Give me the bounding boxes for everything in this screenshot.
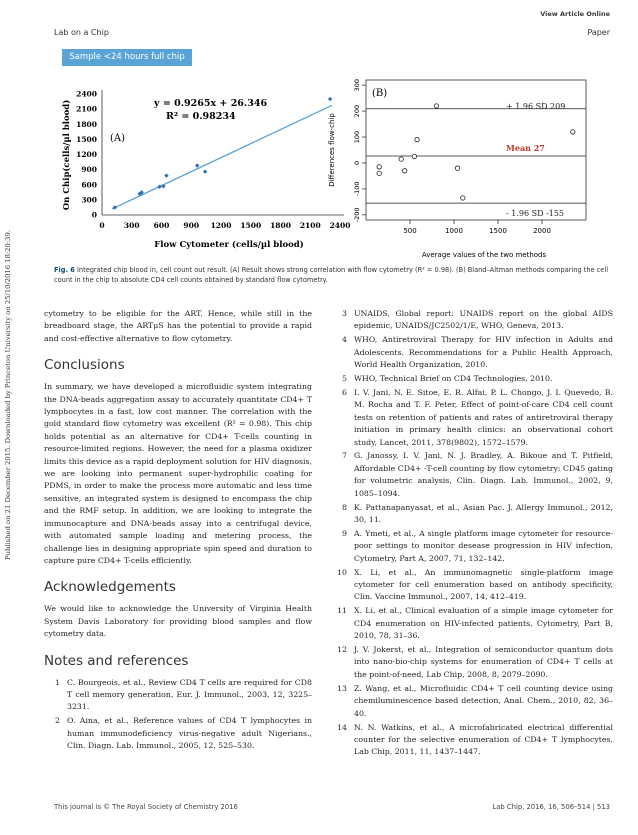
y-tick-label: 2400 (76, 89, 97, 99)
data-point (195, 163, 199, 167)
x-tick-label: 1500 (240, 221, 262, 230)
panel-label: (B) (372, 88, 388, 99)
y-tick-label: 600 (81, 180, 97, 190)
y-tick-label: 1500 (76, 134, 97, 144)
conclusions-paragraph: In summary, we have developed a microfluidic system integrating the DNA-beads aggregation assay to accurately quantitate CD4+ T lymphocytes in a fast, low cost manner. The correlation with the gold standard flow cytometry was excellent (R² = 0.98). This chip holds potential as an alternative for CD4+ T-cells counting in resource-limited regions. However, the need for a plasma oxidizer limits this device as a rapid deployment solution for HIV diagnosis, we are looking into permanent super-hydrophilic coating for PDMS, in order to make the process more automatic and less time sensitive, an integrated system is designed to encompass the chip and the RMF setup. In addition, we are looking to integrate the immunocapture and DNA-beads assay into a centrifugal device, with automated sample loading and metering process, the challenge lies in designing appropriate spin speed and duration to capture pure CD4+ T-cells efficiently. (44, 382, 312, 565)
r-squared-label: R² = 0.98234 (166, 111, 236, 122)
y-tick-label: 300 (81, 195, 97, 205)
acknowledgements-heading: Acknowledgements (44, 579, 176, 596)
reference-number: 9 (342, 528, 347, 538)
trend-equation: y = 0.9265x + 26.346 (154, 98, 268, 109)
y-tick-label: -200 (353, 207, 361, 223)
x-axis-label: Flow Cytometer (cells/µl blood) (154, 240, 304, 250)
x-axis-label: Average values of the two methods (421, 251, 547, 259)
reference-item (44, 677, 312, 714)
data-point (377, 165, 381, 169)
data-point (434, 104, 438, 108)
figure-caption-label: Fig. 6 (54, 266, 75, 274)
references-list-right (331, 308, 613, 759)
data-point (461, 196, 465, 200)
x-tick-label: 1500 (489, 227, 507, 235)
reference-item (331, 683, 613, 720)
data-point (164, 173, 168, 177)
y-tick-label: 1800 (76, 119, 97, 129)
reference-number: 3 (342, 309, 347, 318)
y-tick-label: 100 (353, 130, 361, 144)
reference-item (331, 528, 613, 565)
reference-number: 6 (342, 387, 347, 397)
view-article-online-link[interactable]: View Article Online (540, 10, 610, 18)
y-tick-label: 1200 (76, 150, 97, 159)
figure-6 (54, 72, 614, 262)
reference-text: UNAIDS, Global report: UNAIDS report on the global AIDS epidemic, UNAIDS/JC2502/1/E, WHO, Geneva, 2013. (354, 309, 613, 331)
data-point (455, 166, 459, 170)
y-tick-label: 200 (353, 104, 361, 118)
reference-text: I. V. Jani, N. E. Sitoe, E. R. Alfai, P. L. Chongo, J. I. Quevedo, B. M. Rocha and T. F. Peter, Effect of point-of-care CD4 cell count tests on retention of patients and rates of antiretroviral therapy initiation in primary health clinics: an observational cohort study, Lancet, 2011, 378(9802), 1572–1579. (354, 387, 613, 447)
left-column (44, 308, 312, 754)
reference-number: 1 (55, 677, 60, 687)
reference-number: 12 (337, 645, 347, 655)
chart-panel-b (328, 79, 586, 259)
x-tick-label: 2400 (329, 221, 351, 230)
references-heading: Notes and references (44, 652, 189, 669)
acknowledgements-paragraph: We would like to acknowledge the University of Virginia Health System Davis Laboratory for providing blood samples and flow cytometry data. (44, 604, 312, 639)
reference-text: G. Janossy, I. V. Jani, N. J. Bradley, A. Bikoue and T. Pitfield, Affordable CD4+ -T-cell counting by flow cytometry: CD45 gating for volumetric analysis, Clin. Diagn. Lab. Immunol., 2002, 9, 1085–1094. (354, 451, 613, 498)
reference-item (331, 334, 613, 371)
x-tick-label: 1800 (270, 221, 291, 230)
panel-label: (A) (110, 133, 126, 144)
reference-line-label: + 1.96 SD 209 (506, 101, 566, 111)
reference-text: Z. Wang, et al., Microfluidic CD4+ T cell counting device using chemiluminescence based detection, Anal. Chem., 2010, 82, 36–40. (354, 683, 613, 718)
reference-item (331, 387, 613, 449)
x-tick-label: 500 (403, 227, 417, 235)
reference-text: WHO, Technical Brief on CD4 Technologies, 2010. (354, 374, 553, 384)
reference-item (331, 308, 613, 333)
reference-text: A. Ymeti, et al., A single platform image cytometer for resource-poor settings to monitor desease progression in HIV infection, Cytometry, Part A, 2007, 71, 132–142. (354, 528, 613, 563)
y-tick-label: 300 (353, 78, 361, 92)
figure-caption-text: Integrated chip blood in, cell count out result. (A) Result shows strong correlation with flow cytometry (R² = 0.98). (B) Bland–Altman methods comparing the cell count in the chip to absolute CD4 cell counts obtained by standard flow cytometry. (54, 266, 609, 284)
reference-text: WHO, Antiretroviral Therapy for HIV infection in Adults and Adolescents. Recommendations for a Public Health Approach, World Health Organization, 2010. (354, 335, 613, 370)
section-label: Paper (587, 28, 610, 37)
reference-text: J. V. Jokerst, et al., Integration of semiconductor quantum dots into nano-bio-chip systems for enumeration of CD4+ T cells at the point-of-need, Lab Chip, 2008, 8, 2079–2090. (354, 645, 613, 679)
y-tick-label: 0 (353, 160, 361, 166)
y-axis-label: Differences flow-chip (328, 113, 336, 187)
reference-item (331, 722, 613, 759)
conclusions-heading: Conclusions (44, 357, 125, 374)
intro-paragraph: cytometry to be eligible for the ART. Hence, while still in the breadboard stage, the ARTμS has the potential to provide a rapid and cost-effective alternative to flow cytometry. (44, 309, 312, 343)
footer-citation: Lab Chip, 2016, 16, 506–514 | 513 (492, 803, 610, 811)
x-tick-label: 900 (183, 221, 200, 230)
x-tick-label: 2000 (533, 227, 551, 235)
y-axis-label: On Chip(cells/µl blood) (62, 99, 72, 211)
figure-caption (54, 265, 614, 285)
x-tick-label: 1200 (210, 221, 232, 230)
x-tick-label: 0 (99, 221, 105, 230)
references-list-left (44, 677, 312, 753)
data-point (412, 154, 416, 158)
y-tick-label: 2100 (76, 104, 97, 114)
data-point (415, 137, 419, 141)
y-tick-label: -100 (353, 181, 361, 197)
reference-number: 5 (342, 374, 347, 384)
reference-text: N. N. Watkins, et al., A microfabricated electrical differential counter for the selective enumeration of CD4+ T lymphocytes, Lab Chip, 2011, 11, 1437–1447. (354, 722, 613, 757)
reference-number: 13 (337, 683, 347, 693)
data-point (328, 97, 332, 101)
x-tick-label: 300 (123, 221, 140, 230)
journal-name: Lab on a Chip (54, 28, 109, 37)
data-point (399, 157, 403, 161)
reference-item (44, 715, 312, 752)
reference-number: 14 (337, 722, 347, 732)
y-tick-label: 900 (81, 165, 97, 175)
reference-text: X. Li, et al., Clinical evaluation of a simple image cytometer for CD4 enumeration on HIV-infected patients, Cytometry, Part B, 2010, 78, 31–36. (354, 606, 613, 641)
sample-label-banner: Sample <24 hours full chip (62, 49, 192, 66)
publication-sidebar (2, 80, 16, 560)
right-column (331, 308, 613, 760)
reference-item (331, 502, 613, 527)
reference-text: C. Bourgeois, et al., Review CD4 T cells are required for CD8 T cell memory generation, Eur. J. Immunol., 2003, 12, 3225–3231. (67, 677, 312, 712)
reference-number: 4 (342, 335, 347, 345)
x-tick-label: 2100 (299, 221, 321, 230)
reference-text: O. Aina, et al., Reference values of CD4 T lymphocytes in human immunodeficiency virus-negative adult Nigerians., Clin. Diagn. Lab. Immunol., 2005, 12, 525–530. (67, 716, 312, 751)
y-tick-label: 0 (91, 210, 97, 220)
x-tick-label: 1000 (445, 227, 463, 235)
footer-copyright: This journal is © The Royal Society of Chemistry 2016 (54, 803, 238, 811)
data-point (377, 171, 381, 175)
reference-number: 2 (55, 716, 60, 726)
reference-number: 10 (337, 567, 347, 577)
publication-sidebar-text: Published on 21 December 2015. Downloaded by Princeton University on 25/10/2016 18:20:39. (4, 230, 12, 560)
data-point (203, 169, 207, 173)
reference-item (331, 450, 613, 500)
reference-number: 7 (342, 451, 347, 461)
reference-item (331, 605, 613, 642)
reference-text: X. Li, et al., An immunomagnetic single-platform image cytometer for cell enumeration based on antibody specificity, Clin. Vaccine Immunol., 2007, 14, 412–419. (354, 567, 613, 602)
reference-item (331, 644, 613, 681)
reference-number: 11 (337, 606, 347, 616)
chart-panel-a (61, 90, 350, 251)
x-tick-label: 600 (153, 221, 170, 230)
reference-text: K. Pattanapanyasat, et al., Asian Pac. J. Allergy Immunol., 2012, 30, 11. (354, 502, 613, 524)
reference-item (331, 567, 613, 604)
reference-line-label: Mean 27 (506, 142, 545, 153)
data-point (571, 130, 575, 134)
reference-number: 8 (342, 502, 347, 512)
data-point (403, 169, 407, 173)
reference-item (331, 373, 613, 385)
reference-line-label: - 1.96 SD -155 (506, 209, 565, 219)
